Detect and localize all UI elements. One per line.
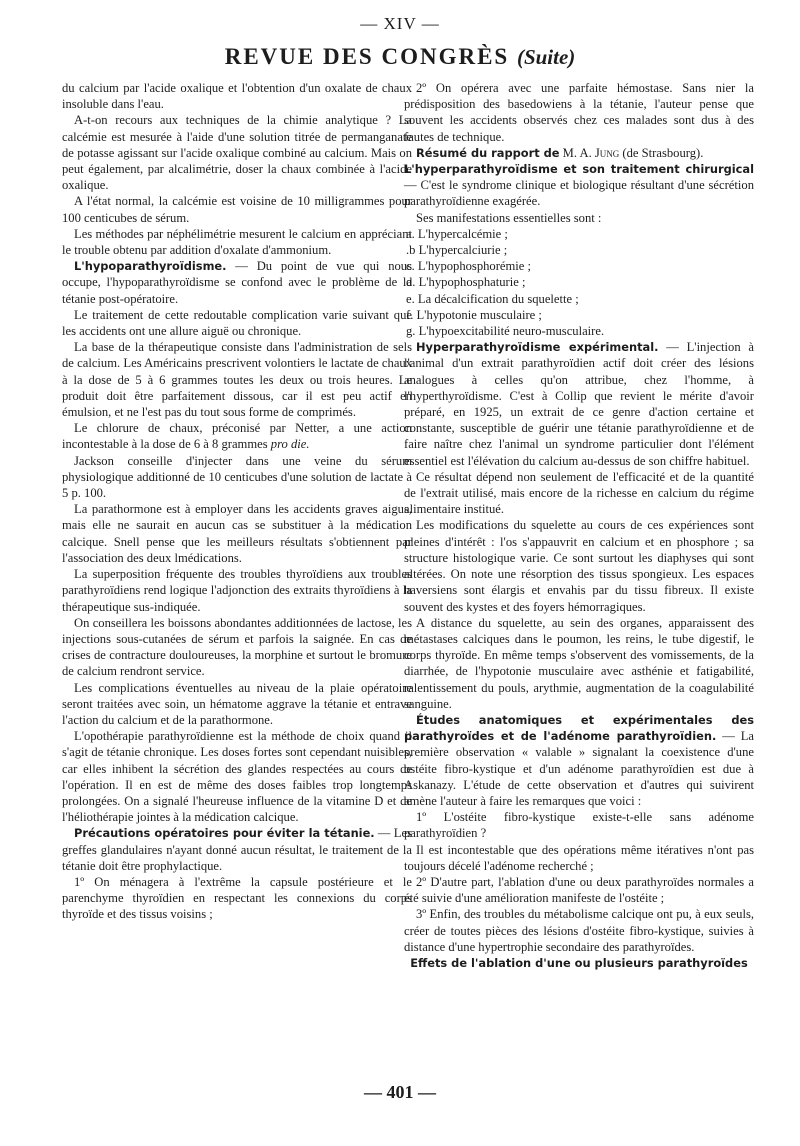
paragraph: La parathormone est à employer dans les accidents graves aigus, mais elle ne saurait en aucun cas se substituer à la médication calcique. Snell pense que les meilleurs résultats s'obtiennent par l'association des deux lmédications. (62, 502, 412, 565)
section-heading: Effets de l'ablation d'une ou plusieurs parathyroïdes (410, 955, 748, 970)
paragraph-text: — Du point de vue qui nous occupe, l'hypoparathyroïdisme se confond avec le problème de la tétanie post-opératoire. (62, 259, 412, 306)
roman-page-number: — XIV — (360, 14, 440, 33)
list-item: .b L'hypercalciurie ; (406, 243, 508, 258)
right-column (404, 80, 754, 971)
list-item: e. La décalcification du squelette ; (406, 291, 579, 306)
paragraph: On conseillera les boissons abondantes additionnées de lactose, les injections sous-cutanées de sérum et parfois la saignée. En cas de crises de contracture douloureuses, la morphine et surtout le bromure de calcium rendront service. (62, 615, 412, 679)
paragraph (404, 955, 754, 971)
paragraph: La superposition fréquente des troubles thyroïdiens aux troubles parathyroïdiens rend logique l'adjonction des extraits thyroïdiens à la thérapeutique sus-indiquée. (62, 567, 412, 614)
author-place: (de Strasbourg). (619, 145, 704, 160)
paragraph (404, 339, 754, 469)
paragraph: Les complications éventuelles au niveau de la plaie opératoire seront traitées avec soin, un hématome aggrave la tétanie et entrave l'action du calcium et de la parathormone. (62, 680, 412, 727)
section-heading: Hyperparathyroïdisme expérimental. (416, 340, 659, 355)
paragraph (62, 420, 412, 452)
section-heading: Précautions opératoires pour éviter la tétanie. (74, 826, 375, 841)
paragraph: 2º D'autre part, l'ablation d'une ou deux parathyroïdes normales a été suivie d'une amélioration manifeste de l'ostéite ; (404, 874, 754, 906)
paragraph: L'opothérapie parathyroïdienne est la méthode de choix quand il s'agit de tétanie chronique. Les doses fortes sont cependant nuisibles, car elles inhibent la sécrétion des glandes respectées au cours de l'opération. Il en est de même des doses faibles trop longtemps prolongées. On a signalé l'heureuse influence de la vitamine D et de l'héliothérapie jointes à la médication calcique. (62, 729, 412, 825)
paragraph: 1º On ménagera à l'extrême la capsule postérieure et le parenchyme thyroïdien en respectant les connexions du corps thyroïde et des tissus voisins ; (62, 874, 412, 922)
section-heading: L'hyperparathyroïdisme et son traitement chirurgical (404, 162, 754, 177)
paragraph (404, 161, 754, 210)
paragraph: A distance du squelette, au sein des organes, apparaissent des métastases calciques dans le poumon, les reins, le tube digestif, le corps thyroïde. En même temps s'observent des vomissements, de la diarrhée, de l'hypotonie musculaire avec asthénie et fatigabilité, ralentissement du pouls, arythmie, augmentation de la coagulabilité sanguine. (404, 615, 754, 711)
section-heading: Résumé du rapport de (416, 145, 560, 160)
paragraph (62, 825, 412, 874)
paragraph: 2º On opérera avec une parfaite hémostase. Sans nier la prédisposition des basedowiens à la tétanie, l'auteur pense que souvent les accidents observés chez ces malades sont dus à des fautes de technique. (404, 81, 754, 144)
latin-term: pro die. (270, 437, 310, 452)
paragraph (404, 712, 754, 809)
paragraph: 1º L'ostéite fibro-kystique existe-t-elle sans adénome parathyroïdien ? (404, 810, 754, 841)
title-text: REVUE DES CONGRÈS (224, 44, 510, 69)
list-item: c. L'hypophosphorémie ; (406, 259, 532, 274)
paragraph: Le traitement de cette redoutable complication varie suivant que les accidents ont une allure aiguë ou chronique. (62, 307, 412, 339)
paragraph-text: — C'est le syndrome clinique et biologique résultant d'une sécrétion parathyroïdienne exagérée. (404, 178, 754, 209)
paragraph: Jackson conseille d'injecter dans une veine du sérum physiologique additionné de 10 centicubes d'une solution de lactate à 5 p. 100. (62, 453, 412, 501)
section-heading: Études anatomiques et expérimentales des parathyroïdes et de l'adénome parathyroïdien. (404, 712, 754, 744)
list-item: a. L'hypercalcémie ; (406, 226, 508, 241)
list-item: g. L'hypoexcitabilité neuro-musculaire. (406, 324, 605, 339)
list-item: d. L'hypophosphaturie ; (406, 275, 526, 290)
paragraph: A-t-on recours aux techniques de la chimie analytique ? La calcémie est mesurée à l'aide d'une solution titrée de permanganate de potasse agissant sur l'acide oxalique combiné au calcium. Mais on peut également, par alcalimétrie, doser la chaux combinée à l'acide oxalique. (62, 113, 412, 193)
paragraph: 3º Enfin, des troubles du métabolisme calcique ont pu, à eux seuls, créer de toutes pièces des lésions d'ostéite fibro-kystique, suivies à distance d'une hypertrophie secondaire des parathyroïdes. (404, 907, 754, 954)
paragraph: Il est incontestable que des opérations même itératives n'ont pas toujours décelé l'adénome recherché ; (404, 842, 754, 873)
paragraph: Ce résultat dépend non seulement de l'efficacité et de la quantité de l'extrait utilisé, mais encore de la richesse en calcium du régime alimentaire institué. (404, 469, 754, 517)
paragraph (404, 145, 754, 161)
page-number: — 401 — (364, 1082, 436, 1102)
paragraph: A l'état normal, la calcémie est voisine de 10 milligrammes pour 100 centicubes de sérum. (62, 194, 412, 225)
section-heading: L'hypoparathyroïdisme. (74, 259, 227, 274)
left-column (62, 80, 412, 923)
page-title (0, 44, 800, 70)
paragraph-text: Le chlorure de chaux, préconisé par Netter, a une action incontestable à la dose de 6 à 8 grammes (62, 421, 412, 452)
paragraph-text: — L'injection à l'animal d'un extrait parathyroïdien actif doit créer des lésions analogues à celles qu'on attribue, chez l'homme, à l'hyperthyroïdisme. C'est à Collip que revient le mérite d'avoir préparé, en 1925, un extrait de ce genre d'action certaine et constante, susceptible de guérir une tétanie parathyroïdienne et de faire naître chez l'animal un syndrome particulier dont l'élément essentiel est l'élévation du calcium au-dessus de son chiffre habituel. (404, 340, 754, 468)
paragraph-text: — Les greffes glandulaires n'ayant donné aucun résultat, le traitement de la tétanie doit être prophylactique. (62, 826, 412, 873)
list-item: f. L'hypotonie musculaire ; (406, 307, 542, 322)
title-suite: (Suite) (516, 45, 576, 69)
paragraph: Ses manifestations essentielles sont : (416, 210, 602, 225)
author-name: M. A. Jung (559, 145, 620, 160)
paragraph: La base de la thérapeutique consiste dans l'administration de sels de calcium. Les Américains prescrivent volontiers le lactate de chaux à la dose de 5 à 6 grammes toutes les deux ou trois heures. Le produit doit être parfaitement dissous, car il est peu actif en émulsion, et ne l'est pas du tout sous forme de comprimés. (62, 340, 412, 420)
paragraph: Les méthodes par néphélimétrie mesurent le calcium en appréciant le trouble obtenu par addition d'oxalate d'ammonium. (62, 226, 412, 258)
paragraph-text: — La première observation « valable » signalant la coexistence d'une ostéite fibro-kystique et d'un adénome parathyroïdien est due à Askanazy. L'étude de cette observation et d'autres qui suivirent amène l'auteur à faire les remarques que voici : (404, 729, 754, 808)
paragraph (62, 258, 412, 307)
paragraph: Les modifications du squelette au cours de ces expériences sont pleines d'intérêt : l'os s'appauvrit en calcium et en phosphore ; sa structure histologique varie. Ce sont surtout les diaphyses qui sont altérées. On note une résorption des tissus spongieux. Les espaces haversiens sont élargis et envahis par du tissu fibreux. Il existe souvent des kystes et des foyers hémorragiques. (404, 518, 754, 614)
paragraph: du calcium par l'acide oxalique et l'obtention d'un oxalate de chaux insoluble dans l'eau. (62, 81, 412, 112)
